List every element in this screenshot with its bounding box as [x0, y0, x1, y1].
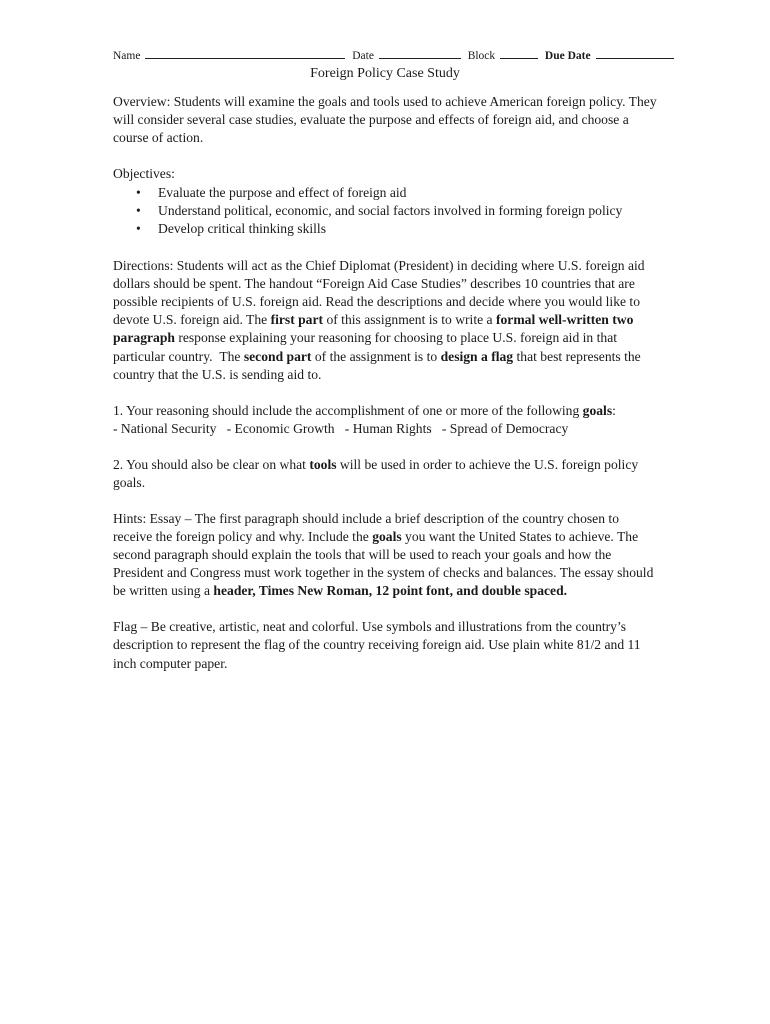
bullet-icon: • — [136, 221, 141, 237]
header-fields — [113, 48, 658, 62]
bullet-icon: • — [136, 203, 141, 219]
bullet-icon: • — [136, 185, 141, 200]
date-blank — [379, 48, 461, 59]
due-date-blank — [596, 48, 674, 59]
block-label: Block — [467, 50, 496, 62]
list-item: • Evaluate the purpose and effect of foreign aid — [158, 184, 661, 202]
date-label: Date — [352, 50, 374, 62]
overview-paragraph: Overview: Students will examine the goals and tools used to achieve American foreign policy. They will consider several case studies, evaluate the purpose and effects of foreign aid, and choose a course of action. — [113, 94, 657, 146]
tools-paragraph: 2. You should also be clear on what tools will be used in order to achieve the U.S. foreign policy goals. — [113, 456, 639, 490]
flag-paragraph: Flag – Be creative, artistic, neat and colorful. Use symbols and illustrations from the country’s description to represent the flag of the country receiving foreign aid. Use plain white 81/2 and 11 inch computer paper. — [113, 619, 641, 671]
directions-paragraph: Directions: Students will act as the Chief Diplomat (President) in deciding where U.S. foreign aid dollars should be spent. The handout “Foreign Aid Case Studies” describes 10 countries that are possible recipients of U.S. foreign aid. Read the descriptions and decide where you would like to devote U.S. foreign aid. The first part of this assignment is to write a formal well-written two paragraph response explaining your reasoning for choosing to place U.S. foreign aid in that particular country. The second part of the assignment is to design a flag that best represents the country that the U.S. is sending aid to. — [113, 257, 645, 382]
name-blank — [145, 48, 345, 59]
page-title: Foreign Policy Case Study — [310, 66, 460, 81]
objectives-list — [113, 184, 661, 239]
objectives-label: Objectives: — [113, 166, 175, 182]
goals-paragraph: 1. Your reasoning should include the accomplishment of one or more of the following goals: - National Security - Economic Growth - Human Rights - Spread of Democracy — [113, 402, 616, 436]
document-body — [113, 93, 661, 690]
name-label: Name — [113, 50, 141, 62]
block-blank — [500, 48, 538, 59]
due-date-label: Due Date — [544, 50, 591, 62]
list-item: • Develop critical thinking skills — [158, 220, 661, 238]
list-item: • Understand political, economic, and social factors involved in forming foreign policy — [158, 202, 661, 220]
goals-list: - National Security - Economic Growth - Human Rights - Spread of Democracy — [113, 420, 569, 436]
hints-paragraph: Hints: Essay – The first paragraph should include a brief description of the country chosen to receive the foreign policy and why. Include the goals you want the United States to achieve. The second paragraph should explain the tools that will be used to reach your goals and how the President and Congress must work together in the system of checks and balances. The essay should be written using a header, Times New Roman, 12 point font, and double spaced. — [113, 510, 654, 599]
